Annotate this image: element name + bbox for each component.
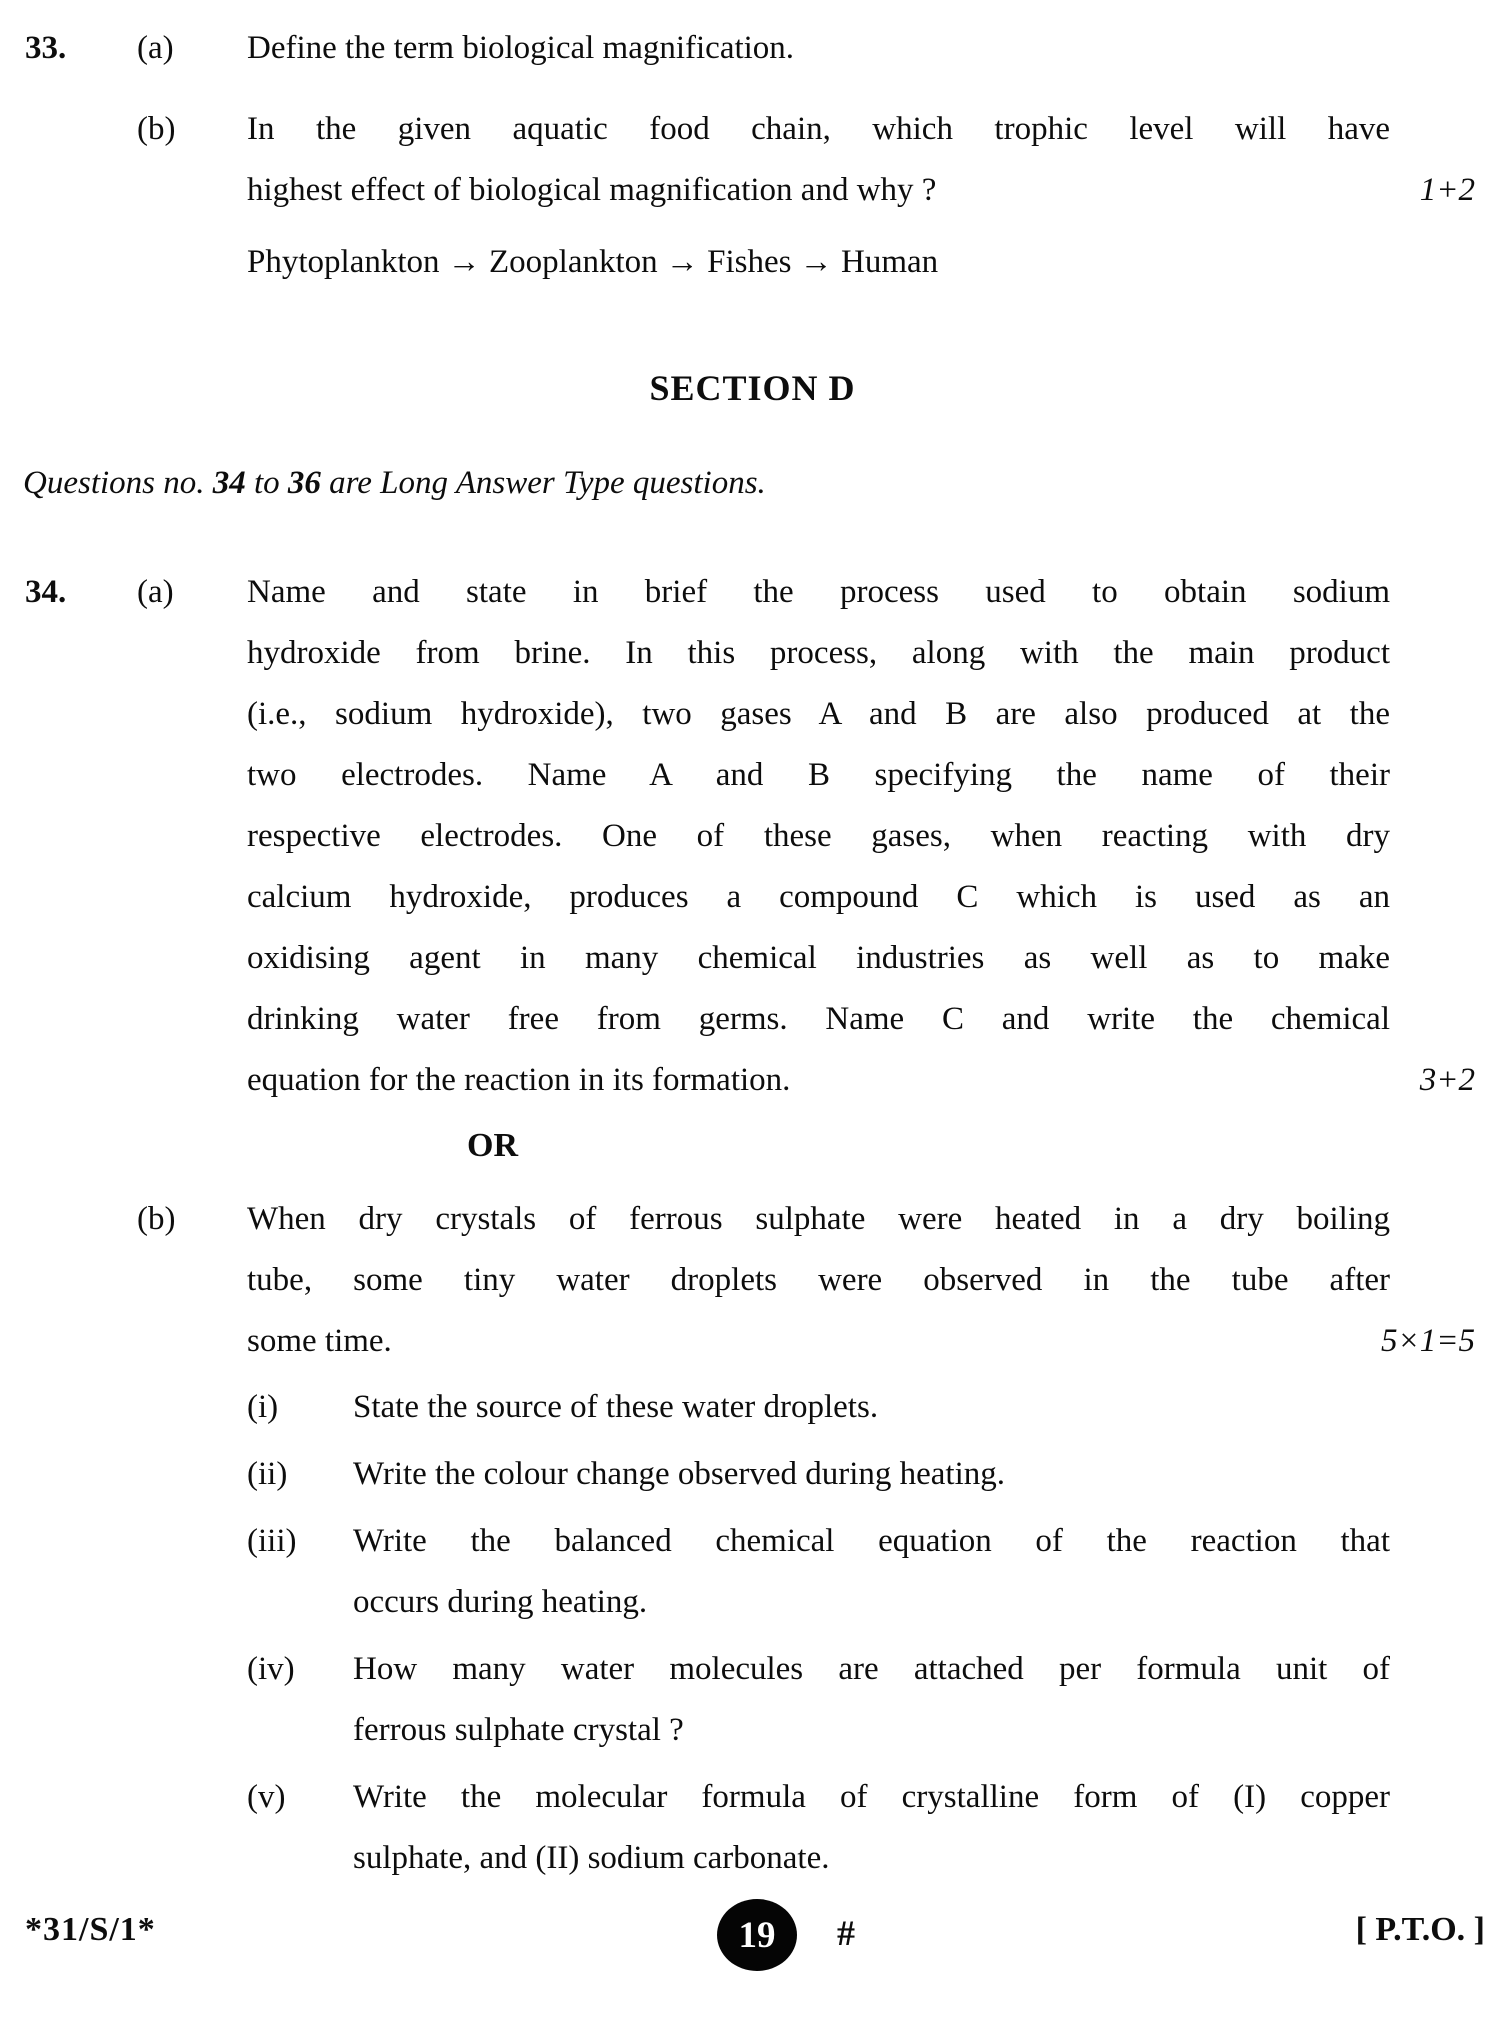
subitem-line: sulphate, and (II) sodium carbonate. (353, 1840, 830, 1876)
question-34 (0, 562, 1505, 1889)
instruction-question-to: 36 (287, 465, 321, 501)
food-chain-line: Phytoplankton → Zooplankton → Fishes → Human (247, 244, 939, 280)
subitem-text (353, 1377, 1390, 1438)
question-line: tube, some tiny water droplets were observed in the tube after (247, 1262, 1390, 1298)
question-text (247, 99, 1475, 293)
question-text (247, 1189, 1475, 1889)
part-label: (a) (137, 30, 174, 66)
paper-code: *31/S/1* (25, 1911, 156, 1948)
part-label: (b) (137, 111, 176, 147)
question-line (247, 1311, 1475, 1372)
instruction-question-from: 34 (212, 465, 246, 501)
hash-mark: # (837, 1913, 855, 1953)
question-line: respective electrodes. One of these gases, when reacting with dry (247, 818, 1390, 854)
subquestion-iii (247, 1511, 1390, 1633)
subquestion-list (247, 1377, 1390, 1889)
subitem-label: (v) (247, 1779, 286, 1815)
question-33-part-b (0, 99, 1505, 293)
question-line: Name and state in brief the process used to obtain sodium (247, 574, 1390, 610)
subitem-text (353, 1511, 1390, 1633)
subitem-label: (iv) (247, 1651, 295, 1687)
question-number: 34. (25, 574, 67, 610)
subitem-line: How many water molecules are attached per formula unit of (353, 1651, 1390, 1687)
question-number: 33. (25, 30, 67, 66)
marks-label: 1+2 (1419, 172, 1475, 208)
subquestion-iv (247, 1639, 1390, 1761)
marks-label: 3+2 (1419, 1062, 1475, 1098)
part-label: (a) (137, 574, 174, 610)
subitem-text (353, 1767, 1390, 1889)
subitem-label: (i) (247, 1389, 279, 1425)
question-line: (i.e., sodium hydroxide), two gases A and B are also produced at the (247, 696, 1390, 732)
subitem-text (353, 1639, 1390, 1761)
subitem-label: (ii) (247, 1456, 288, 1492)
question-34-part-b (0, 1189, 1505, 1889)
page-number-badge (717, 1899, 797, 1971)
subquestion-ii (247, 1444, 1390, 1505)
question-line-text: equation for the reaction in its formation. (247, 1062, 791, 1098)
question-text (247, 562, 1475, 1111)
section-heading: SECTION D (649, 368, 856, 408)
question-line: When dry crystals of ferrous sulphate were heated in a dry boiling (247, 1201, 1390, 1237)
subquestion-i (247, 1377, 1390, 1438)
subitem-line: occurs during heating. (353, 1584, 648, 1620)
subitem-line: Write the colour change observed during heating. (353, 1456, 1006, 1492)
question-line: two electrodes. Name A and B specifying the name of their (247, 757, 1390, 793)
question-line (247, 160, 1475, 221)
question-33 (0, 0, 1505, 293)
subitem-line: ferrous sulphate crystal ? (353, 1712, 684, 1748)
or-separator: OR (467, 1127, 518, 1164)
marks-label: 5×1=5 (1380, 1323, 1475, 1359)
instruction-text: Questions no. (23, 465, 213, 501)
question-line-text: highest effect of biological magnification and why ? (247, 172, 937, 208)
subitem-label: (iii) (247, 1523, 297, 1559)
question-line: hydroxide from brine. In this process, along with the main product (247, 635, 1390, 671)
pto-label: [ P.T.O. ] (1355, 1911, 1485, 1948)
part-label: (b) (137, 1201, 176, 1237)
question-line-text: some time. (247, 1323, 392, 1359)
question-line: oxidising agent in many chemical industries as well as to make (247, 940, 1390, 976)
subitem-line: Write the molecular formula of crystalline form of (I) copper (353, 1779, 1390, 1815)
question-line: In the given aquatic food chain, which trophic level will have (247, 111, 1390, 147)
subquestion-v (247, 1767, 1390, 1889)
instruction-text: to (245, 465, 288, 501)
question-33-part-a (0, 18, 1505, 79)
question-34-part-a (0, 562, 1505, 1111)
subitem-line: State the source of these water droplets. (353, 1389, 879, 1425)
instruction-text: are Long Answer Type questions. (320, 465, 766, 501)
section-instruction (0, 453, 1505, 514)
question-line: calcium hydroxide, produces a compound C which is used as an (247, 879, 1390, 915)
subitem-text (353, 1444, 1390, 1505)
page-number: 19 (738, 1914, 776, 1956)
question-line: Define the term biological magnification. (247, 30, 795, 66)
question-line: drinking water free from germs. Name C and write the chemical (247, 1001, 1390, 1037)
question-text (247, 18, 1390, 79)
question-line (247, 1050, 1475, 1111)
subitem-line: Write the balanced chemical equation of the reaction that (353, 1523, 1390, 1559)
